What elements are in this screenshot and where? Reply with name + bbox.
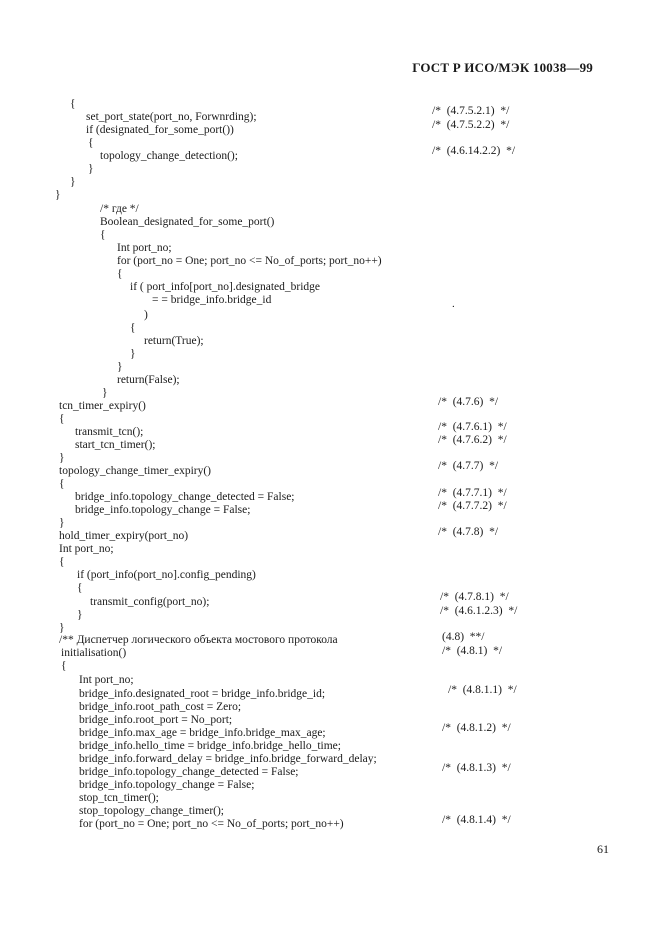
code-line: { — [59, 478, 65, 490]
clause-reference: /* (4.7.7.1) */ — [438, 487, 507, 499]
code-line: bridge_info.topology_change = False; — [75, 504, 251, 516]
clause-reference: /* (4.7.6.1) */ — [438, 421, 507, 433]
code-line: } — [102, 387, 108, 399]
code-line: transmit_config(port_no); — [90, 596, 210, 608]
clause-reference: /* (4.8.1.3) */ — [442, 762, 511, 774]
code-line: if ( port_info[port_no].designated_bridge — [130, 281, 321, 293]
code-line: Int port_no; — [117, 242, 172, 254]
code-line: { — [59, 556, 65, 568]
code-line: bridge_info.forward_delay = bridge_info.bridge_forward_delay; — [79, 753, 377, 765]
code-line: { — [100, 229, 106, 241]
code-line: { — [70, 98, 76, 110]
code-line: bridge_info.max_age = bridge_info.bridge_max_age; — [79, 727, 326, 739]
code-line: /* где */ — [100, 203, 139, 215]
code-line: { — [88, 137, 94, 149]
clause-reference: /* (4.7.6.2) */ — [438, 434, 507, 446]
clause-reference: /* (4.7.5.2.1) */ — [432, 105, 510, 117]
clause-reference: /* (4.7.5.2.2) */ — [432, 119, 510, 131]
code-line: initialisation() — [61, 647, 127, 659]
code-line: stop_topology_change_timer(); — [79, 805, 224, 817]
code-line: } — [88, 163, 94, 175]
code-line: { — [59, 413, 65, 425]
code-line: hold_timer_expiry(port_no) — [59, 530, 189, 542]
clause-reference: /* (4.7.7) */ — [438, 460, 499, 472]
code-line: } — [59, 622, 65, 634]
code-line: } — [130, 348, 136, 360]
clause-reference: (4.8) **/ — [442, 631, 485, 643]
code-line: bridge_info.topology_change_detected = False; — [79, 766, 299, 778]
code-line: = = bridge_info.bridge_id — [152, 294, 272, 306]
code-line: } — [59, 517, 65, 529]
code-line: topology_change_timer_expiry() — [59, 465, 212, 477]
code-line: } — [55, 189, 61, 201]
code-line: bridge_info.topology_change = False; — [79, 779, 255, 791]
code-line: Boolean_designated_for_some_port() — [100, 216, 275, 228]
code-line: start_tcn_timer(); — [75, 439, 156, 451]
document-header: ГОСТ Р ИСО/МЭК 10038—99 — [412, 60, 593, 75]
code-line: /** Диспетчер логического объекта мостового протокола — [59, 634, 338, 646]
code-line: } — [77, 609, 83, 621]
code-line: } — [117, 361, 123, 373]
page-number: 61 — [597, 842, 609, 856]
code-line: bridge_info.hello_time = bridge_info.bridge_hello_time; — [79, 740, 341, 752]
clause-reference: /* (4.6.14.2.2) */ — [432, 145, 516, 157]
code-line: bridge_info.root_port = No_port; — [79, 714, 233, 726]
code-line: tcn_timer_expiry() — [59, 400, 146, 412]
code-line: for (port_no = One; port_no <= No_of_ports; port_no++) — [117, 255, 382, 267]
code-line: bridge_info.root_path_cost = Zero; — [79, 701, 242, 713]
code-line: return(True); — [144, 335, 204, 347]
clause-reference: /* (4.8.1.4) */ — [442, 814, 511, 826]
code-line: if (port_info(port_no].config_pending) — [77, 569, 256, 581]
code-line: if (designated_for_some_port()) — [86, 124, 234, 136]
clause-reference: /* (4.8.1.2) */ — [442, 722, 511, 734]
code-line: transmit_tcn(); — [75, 426, 144, 438]
code-line: { — [117, 268, 123, 280]
code-line: { — [130, 322, 136, 334]
code-line: } — [59, 452, 65, 464]
clause-reference: /* (4.7.8) */ — [438, 526, 499, 538]
clause-reference: /* (4.7.7.2) */ — [438, 500, 507, 512]
code-line: return(False); — [117, 374, 180, 386]
clause-reference: /* (4.7.6) */ — [438, 396, 499, 408]
clause-reference: /* (4.6.1.2.3) */ — [440, 605, 518, 617]
code-line: ) — [144, 309, 148, 321]
code-line: bridge_info.designated_root = bridge_info.bridge_id; — [79, 688, 326, 700]
code-line: { — [77, 582, 83, 594]
code-line: Int port_no; — [59, 543, 114, 555]
code-line: topology_change_detection(); — [100, 150, 238, 162]
code-line: Int port_no; — [79, 674, 134, 686]
clause-reference: /* (4.8.1.1) */ — [448, 684, 517, 696]
code-line: bridge_info.topology_change_detected = False; — [75, 491, 295, 503]
clause-reference: /* (4.8.1) */ — [442, 645, 503, 657]
code-line: set_port_state(port_no, Forwnrding); — [86, 111, 257, 123]
code-line: for (port_no = One; port_no <= No_of_ports; port_no++) — [79, 818, 344, 830]
stray-dot: . — [452, 298, 455, 310]
code-line: stop_tcn_timer(); — [79, 792, 159, 804]
clause-reference: /* (4.7.8.1) */ — [440, 591, 509, 603]
code-line: { — [61, 660, 67, 672]
code-line: } — [70, 176, 76, 188]
